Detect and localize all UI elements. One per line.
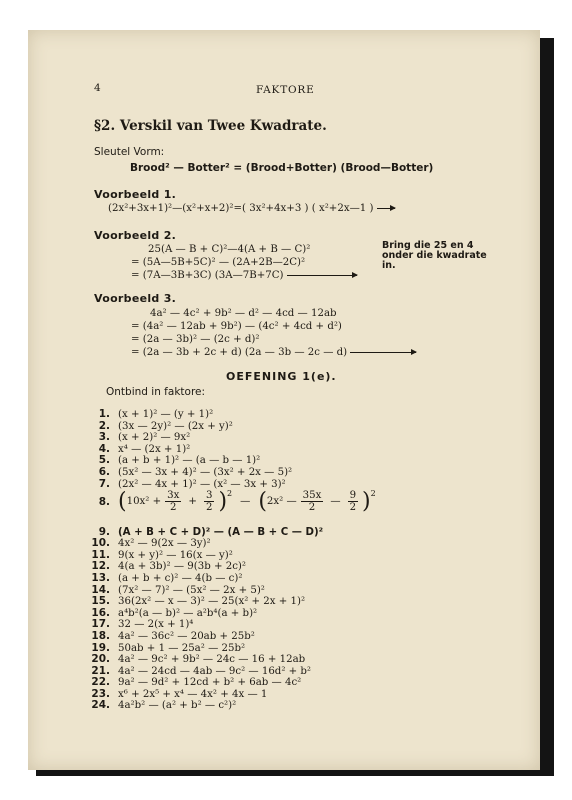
item-number: 8. [98, 495, 110, 508]
numerator: 9 [349, 490, 357, 502]
item-number: 14. [91, 583, 110, 596]
item-number: 21. [91, 664, 110, 677]
item-number: 17. [91, 618, 110, 631]
numerator: 3 [205, 490, 213, 502]
denominator: 2 [205, 502, 213, 514]
exercise-instruction: Ontbind in faktore: [106, 386, 206, 398]
operator: + [188, 496, 197, 508]
list-item [88, 460, 376, 478]
example-3-line-3: = (2a — 3b)² — (2c + d)² [131, 334, 260, 345]
list-item [88, 693, 376, 712]
example-3-label: Voorbeeld 3. [94, 292, 177, 305]
example-3-line-2: = (4a² — 12ab + 9b²) — (4c² + 4cd + d²) [131, 321, 342, 332]
arrow-icon [287, 275, 357, 276]
list-item [88, 543, 376, 561]
arrow-icon [377, 208, 395, 209]
note-line: onder die kwadrate [382, 250, 487, 261]
item-expression: 4x² — 9(2x — 3y)² [118, 538, 211, 550]
item-number: 19. [91, 641, 110, 654]
book-page [28, 30, 540, 770]
list-item [88, 414, 376, 432]
list-item [88, 601, 376, 619]
item-number: 7. [98, 477, 110, 490]
denominator: 2 [308, 502, 316, 514]
item-number: 6. [98, 465, 110, 478]
item-number: 24. [91, 699, 110, 712]
item-expression: 9a² — 9d² + 12cd + b² + 6ab — 4c² [118, 677, 302, 689]
item-expression [118, 489, 376, 514]
list-item [88, 636, 376, 654]
example-2-label: Voorbeeld 2. [94, 229, 177, 242]
denominator: 2 [349, 502, 357, 514]
item-expression: x⁶ + 2x⁵ + x⁴ — 4x² + 4x — 1 [118, 688, 268, 700]
list-item [88, 402, 376, 420]
fraction [301, 490, 324, 513]
key-label: Sleutel Vorm: [94, 146, 165, 158]
item-expression: 4a²b² — (a² + b² — c²)² [118, 700, 237, 712]
item-number: 12. [91, 560, 110, 573]
item-number: 15. [91, 595, 110, 608]
numerator: 3x [167, 490, 180, 502]
item-expression: 4(a + 3b)² — 9(3b + 2c)² [118, 561, 246, 573]
example-1-expression: (2x²+3x+1)²—(x²+x+2)²=( 3x²+4x+3 ) ( x²+2x—1 ) [108, 203, 374, 214]
item-expression: (A + B + C + D)² — (A — B + C — D)² [118, 526, 324, 538]
list-item [88, 448, 376, 467]
item-number: 3. [98, 431, 110, 444]
item-expression: 36(2x² — x — 3)² — 25(x² + 2x + 1)² [118, 596, 306, 608]
item-expression: (a + b + c)² — 4(b — c)² [118, 572, 243, 584]
item-number: 9. [98, 525, 110, 538]
item-expression: (3x — 2y)² — (2x + y)² [118, 420, 233, 432]
example-1-label: Voorbeeld 1. [94, 188, 177, 201]
item-expression: (x + 2)² — 9x² [118, 432, 191, 444]
numerator: 35x [302, 490, 322, 502]
item-expression: a⁴b²(a — b)² — a²b⁴(a + b)² [118, 607, 258, 619]
exercise-heading: OEFENING 1(e). [226, 370, 337, 383]
item-number: 1. [98, 408, 110, 420]
item-number: 2. [98, 419, 110, 432]
example-3-line-1: 4a² — 4c² + 9b² — d² — 4cd — 12ab [150, 308, 337, 319]
item-expression: (a + b + 1)² — (a — b — 1)² [118, 455, 261, 467]
paren-close: ) [218, 489, 228, 515]
item-number: 4. [98, 442, 110, 455]
example-2-line-1: 25(A — B + C)²—4(A + B — C)² [148, 244, 311, 255]
list-item [88, 578, 376, 596]
list-item [88, 472, 376, 490]
item-expression: x⁴ — (2x + 1)² [118, 443, 191, 455]
item-expression: (x + 1)² — (y + 1)² [118, 409, 214, 420]
operator: — [240, 496, 251, 508]
item-number: 18. [91, 629, 110, 642]
item-expression: 9(x + y)² — 16(x — y)² [118, 549, 233, 561]
list-item [88, 437, 376, 455]
item-expression: 32 — 2(x + 1)⁴ [118, 619, 194, 631]
page-number: 4 [94, 82, 101, 94]
example-2-line-2: = (5A—5B+5C)² — (2A+2B—2C)² [131, 257, 306, 268]
list-item [88, 659, 376, 677]
paren-open: ( [258, 489, 267, 515]
list-item [88, 566, 376, 584]
item-number: 5. [98, 454, 110, 467]
key-formula: Brood² — Botter² = (Brood+Botter) (Brood—Botter) [130, 162, 434, 174]
list-item [88, 670, 376, 689]
section-title: §2. Verskil van Twee Kwadrate. [94, 118, 327, 134]
item-number: 22. [91, 676, 110, 689]
list-item [88, 520, 376, 538]
item-number: 13. [91, 571, 110, 584]
example-3-line-4 [131, 347, 416, 358]
item-expression: 4a² — 36c² — 20ab + 25b² [118, 630, 255, 642]
term: 2x² — [266, 496, 297, 508]
item-expression: 4a² — 9c² + 9b² — 24c — 16 + 12ab [118, 654, 306, 666]
paren-close: ) [362, 489, 371, 515]
paren-open: ( [118, 489, 127, 515]
fraction [348, 490, 358, 513]
denominator: 2 [170, 502, 177, 514]
item-expression: 4a² — 24cd — 4ab — 9c² — 16d² + b² [118, 665, 312, 677]
example-2-note [382, 241, 487, 271]
list-item [88, 589, 376, 608]
arrow-icon [350, 352, 416, 353]
item-expression: (2x² — 4x + 1)² — (x² — 3x + 3)² [118, 478, 286, 490]
example-2-result: = (7A—3B+3C) (3A—7B+7C) [131, 270, 284, 281]
exponent: 2 [370, 489, 376, 499]
example-1-line [108, 203, 395, 214]
list-item [88, 554, 376, 573]
fraction [165, 490, 181, 513]
exercise-list [88, 402, 376, 712]
list-item [88, 682, 376, 700]
item-number: 23. [91, 687, 110, 700]
item-number: 11. [91, 548, 110, 561]
fraction [204, 490, 214, 513]
operator: — [330, 496, 341, 508]
list-item [88, 647, 376, 666]
item-number: 10. [91, 537, 110, 550]
note-line: in. [382, 260, 396, 271]
item-expression: (5x² — 3x + 4)² — (3x² + 2x — 5)² [118, 466, 293, 478]
item-expression: 50ab + 1 — 25a² — 25b² [118, 642, 246, 654]
running-title: FAKTORE [256, 84, 315, 96]
item-expression: (7x² — 7)² — (5x² — 2x + 5)² [118, 584, 265, 596]
term: 10x² + [126, 496, 162, 508]
list-item [88, 484, 376, 520]
example-3-result: = (2a — 3b + 2c + d) (2a — 3b — 2c — d) [131, 347, 348, 358]
item-number: 16. [91, 606, 110, 619]
note-line: Bring die 25 en 4 [382, 240, 474, 251]
list-item [88, 624, 376, 642]
example-2-line-3 [131, 270, 357, 281]
exponent: 2 [227, 489, 233, 499]
item-number: 20. [91, 653, 110, 666]
